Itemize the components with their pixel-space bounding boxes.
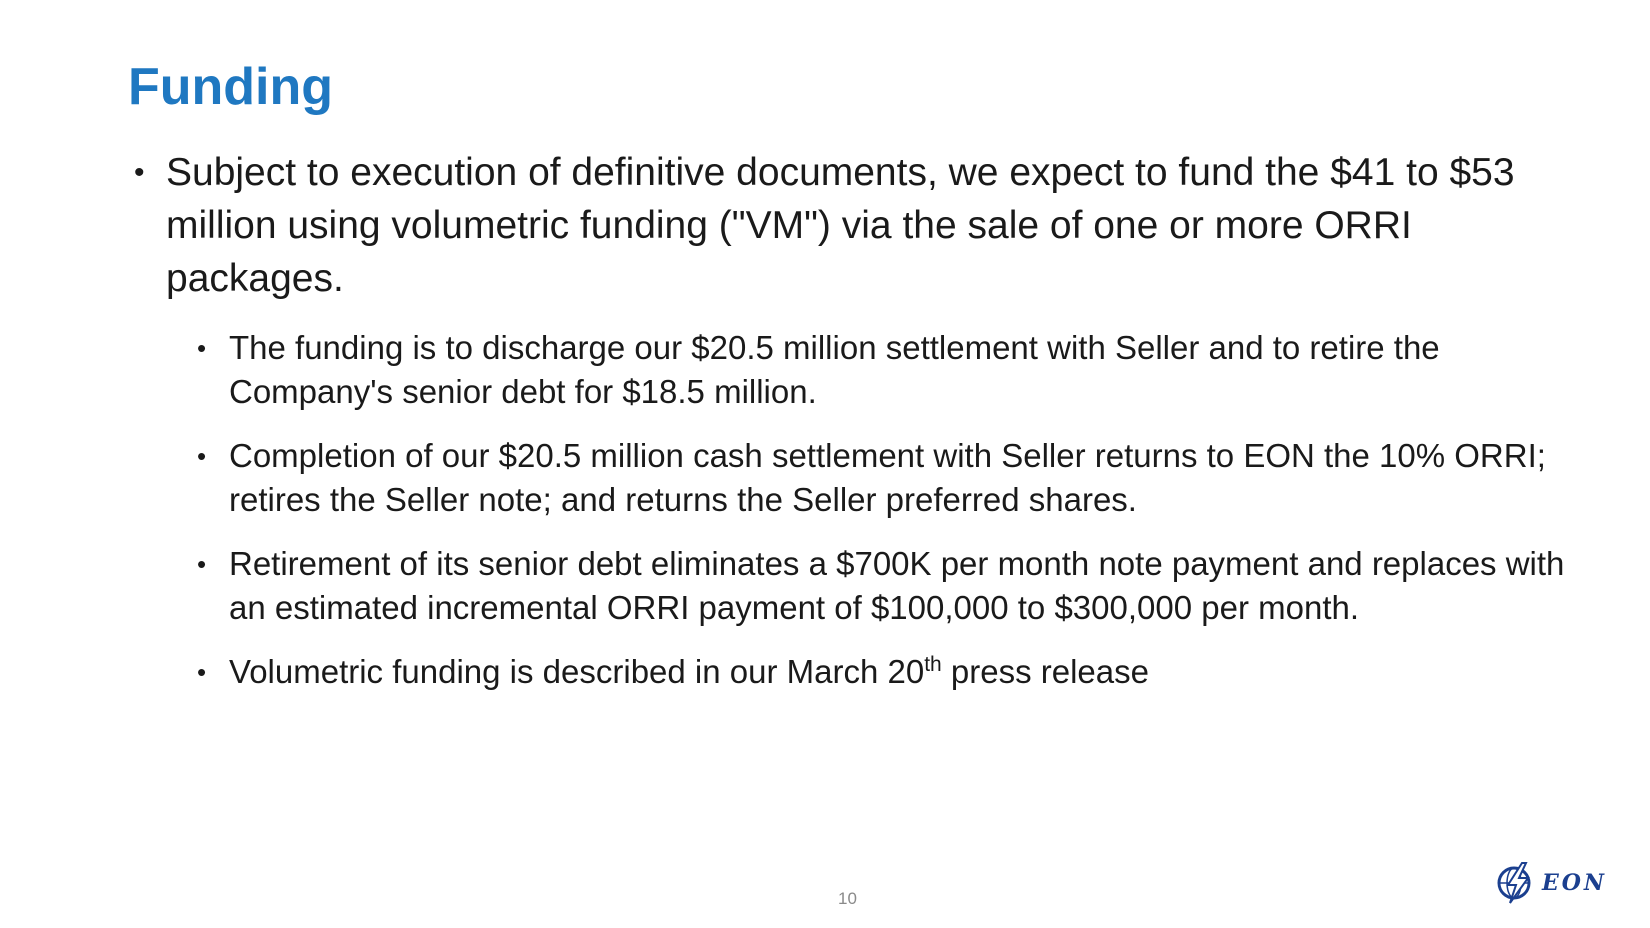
sub-bullet-text: The funding is to discharge our $20.5 million settlement with Seller and to retire the Company's senior debt for $18.5 million. [229,329,1440,410]
page-number: 10 [838,889,857,908]
sub-bullet-list [197,326,1577,714]
bullet-icon: • [197,657,207,687]
sub-bullet-item [197,542,1577,630]
sub-bullet-text [229,653,1149,690]
main-bullet-item [134,146,1554,305]
slide-title: Funding [128,58,334,116]
sub-bullet-text: Completion of our $20.5 million cash settlement with Seller returns to EON the 10% ORRI; retires the Seller note; and returns the Seller preferred shares. [229,437,1546,518]
sub-bullet-text-after: press release [941,653,1149,690]
ordinal-superscript: th [924,653,942,676]
sub-bullet-text-before: Volumetric funding is described in our March 20 [229,653,925,690]
main-bullet-list [134,146,1554,305]
bullet-icon: • [197,441,207,471]
eon-logo [1496,858,1616,908]
bullet-icon: • [197,333,207,363]
main-bullet-text: Subject to execution of definitive documents, we expect to fund the $41 to $53 million using volumetric funding ("VM") via the sale of one or more ORRI packages. [166,151,1515,300]
lightning-globe-icon [1496,861,1536,905]
bullet-icon: • [134,156,145,189]
bullet-icon: • [197,549,207,579]
sub-bullet-text: Retirement of its senior debt eliminates a $700K per month note payment and replaces with an estimated incremental ORRI payment of $100,000 to $300,000 per month. [229,545,1565,626]
sub-bullet-item [197,326,1577,414]
sub-bullet-item [197,650,1577,694]
sub-bullet-item [197,434,1577,522]
logo-text: EON [1542,870,1608,896]
